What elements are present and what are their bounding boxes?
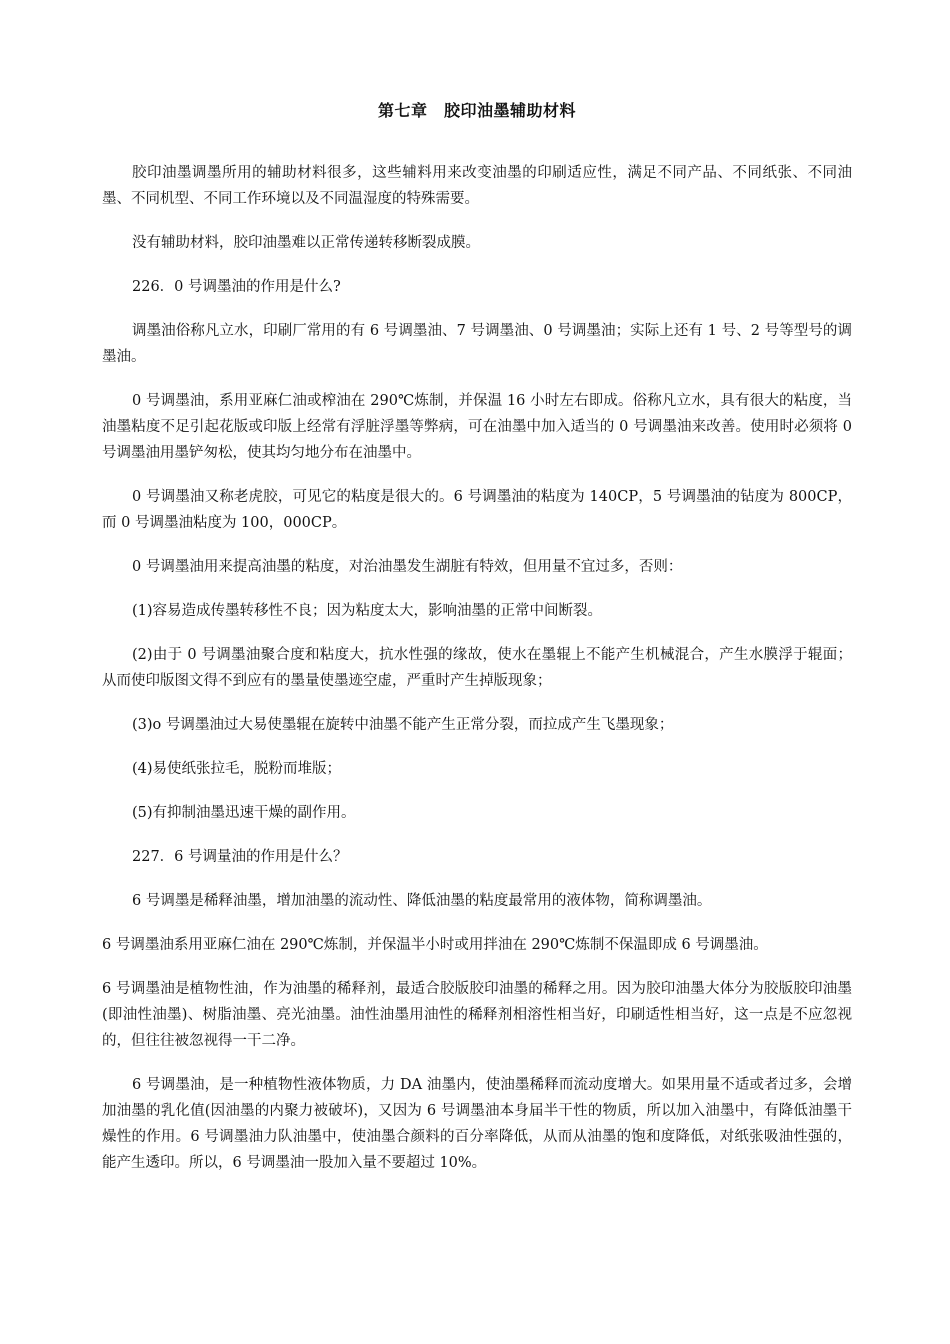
- paragraph: 0 号调墨油，系用亚麻仁油或榨油在 290℃炼制，并保温 16 小时左右即成。俗称凡立水，具有很大的粘度，当油墨粘度不足引起花版或印版上经常有浮脏浮墨等弊病，可在油墨中加入适当的 0 号调墨油来改善。使用时必须将 0 号调墨油用墨铲匆松，使其均匀地分布在油墨中。: [102, 393, 852, 461]
- list-item: (2)由于 0 号调墨油聚合度和粘度大，抗水性强的缘故，使水在墨辊上不能产生机械混合，产生水膜浮于辊面；从而使印版图文得不到应有的墨量使墨迹空虚，严重时产生掉版现象；: [102, 647, 852, 689]
- question-heading: 226．0 号调墨油的作用是什么?: [132, 279, 341, 295]
- paragraph: 6 号调墨是稀释油墨，增加油墨的流动性、降低油墨的粘度最常用的液体物，简称调墨油。: [132, 893, 712, 909]
- paragraph: 6 号调墨油，是一种植物性液体物质，力 DA 油墨内，使油墨稀释而流动度增大。如果用量不适或者过多，会增加油墨的乳化值(因油墨的内聚力被破坏)，又因为 6 号调墨油本身届半干性的物质，所以加入油墨中，有降低油墨干燥性的作用。6 号调墨油力队油墨中，使油墨合颜料的百分率降低，从而从油墨的饱和度降低，对纸张吸油性强的，能产生透印。所以，6 号调墨油一股加入量不要超过 10%。: [102, 1077, 852, 1171]
- question-heading: 227．6 号调量油的作用是什么？: [132, 849, 348, 865]
- list-item: (4)易使纸张拉毛，脱粉而堆版；: [132, 761, 342, 777]
- list-item: (3)o 号调墨油过大易使墨辊在旋转中油墨不能产生正常分裂，而拉成产生飞墨现象；: [132, 717, 674, 733]
- paragraph: 0 号调墨油用来提高油墨的粘度，对治油墨发生湖脏有特效，但用量不宜过多，否则：: [132, 559, 683, 575]
- paragraph: 没有辅助材料，胶印油墨难以正常传递转移断裂成膜。: [132, 235, 480, 251]
- document-page: [102, 98, 852, 1194]
- paragraph: 6 号调墨油是植物性油，作为油墨的稀释剂，最适合胶版胶印油墨的稀释之用。因为胶印油墨大体分为胶版胶印油墨(即油性油墨)、树脂油墨、亮光油墨。油性油墨用油性的稀释剂相溶性相当好，印刷适性相当好，这一点是不应忽视的，但往往被忽视得一干二净。: [102, 981, 852, 1049]
- chapter-title: 第七章 胶印油墨辅助材料: [377, 101, 576, 120]
- paragraph: 6 号调墨油系用亚麻仁油在 290℃炼制，并保温半小时或用拌油在 290℃炼制不保温即成 6 号调墨油。: [102, 937, 768, 953]
- list-item: (1)容易造成传墨转移性不良；因为粘度太大，影响油墨的正常中间断裂。: [132, 603, 603, 619]
- paragraph: 调墨油俗称凡立水，印刷厂常用的有 6 号调墨油、7 号调墨油、0 号调墨油；实际上还有 1 号、2 号等型号的调墨油。: [102, 323, 852, 365]
- list-item: (5)有抑制油墨迅速干燥的副作用。: [132, 805, 356, 821]
- paragraph: 胶印油墨调墨所用的辅助材料很多，这些辅料用来改变油墨的印刷适应性，满足不同产品、不同纸张、不同油墨、不同机型、不同工作环境以及不同温湿度的特殊需要。: [102, 165, 852, 207]
- paragraph: 0 号调墨油又称老虎胶，可见它的粘度是很大的。6 号调墨油的粘度为 140CP，5 号调墨油的钻度为 800CP，而 0 号调墨油粘度为 100，000CP。: [102, 489, 852, 531]
